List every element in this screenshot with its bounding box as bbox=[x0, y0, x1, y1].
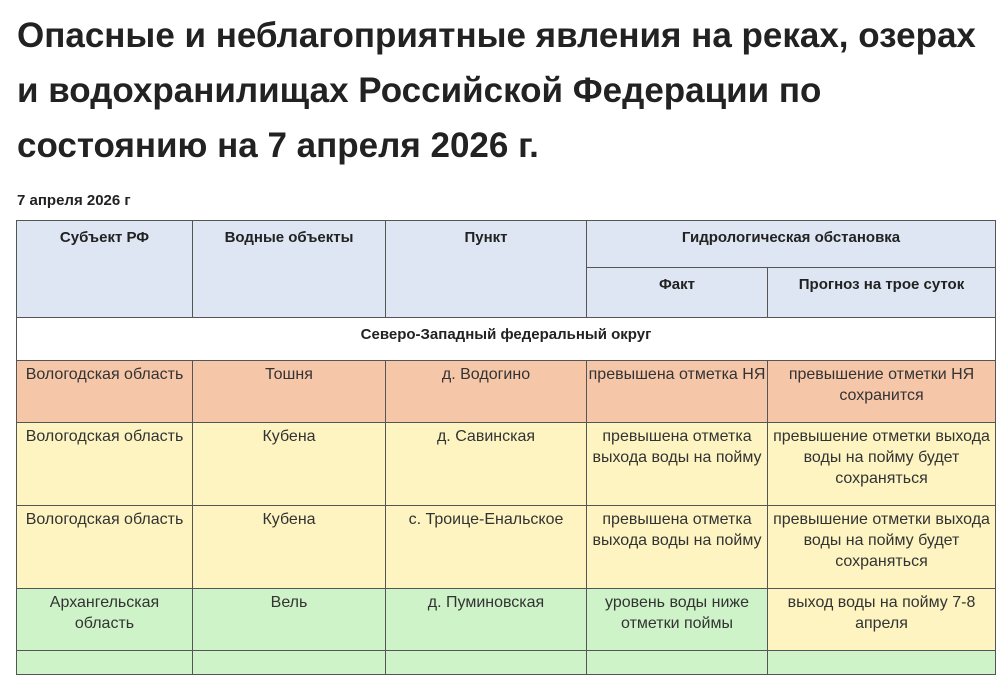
cell-point: с. Троице-Енальское bbox=[386, 506, 587, 589]
cell-forecast: превышение отметки НЯ сохранится bbox=[768, 361, 996, 423]
cell-subject: Вологодская область bbox=[17, 423, 193, 506]
district-row bbox=[17, 318, 996, 361]
table-row bbox=[17, 589, 996, 651]
cell-fact: превышена отметка НЯ bbox=[587, 361, 768, 423]
table-row bbox=[17, 506, 996, 589]
header-forecast: Прогноз на трое суток bbox=[768, 268, 996, 318]
header-fact: Факт bbox=[587, 268, 768, 318]
date-caption: 7 апреля 2026 г bbox=[17, 192, 131, 209]
table-header-row bbox=[17, 221, 996, 268]
header-hydro-situation: Гидрологическая обстановка bbox=[587, 221, 996, 268]
header-water-objects: Водные объекты bbox=[193, 221, 386, 318]
header-subject: Субъект РФ bbox=[17, 221, 193, 318]
cell-fact: превышена отметка выхода воды на пойму bbox=[587, 423, 768, 506]
cell-point: д. Пуминовская bbox=[386, 589, 587, 651]
cell-water-object: Вель bbox=[193, 589, 386, 651]
cell-forecast: превышение отметки выхода воды на пойму будет сохраняться bbox=[768, 506, 996, 589]
cell-water-object: Тошня bbox=[193, 361, 386, 423]
cell-water-object-partial bbox=[193, 651, 386, 675]
cell-fact: превышена отметка выхода воды на пойму bbox=[587, 506, 768, 589]
cell-water-object: Кубена bbox=[193, 423, 386, 506]
cell-subject-partial bbox=[17, 651, 193, 675]
hydrology-table bbox=[16, 220, 996, 675]
cell-subject: Архангельская область bbox=[17, 589, 193, 651]
cell-fact-partial bbox=[587, 651, 768, 675]
cell-forecast-partial bbox=[768, 651, 996, 675]
table-row bbox=[17, 423, 996, 506]
cell-point-partial bbox=[386, 651, 587, 675]
cell-point: д. Водогино bbox=[386, 361, 587, 423]
cell-water-object: Кубена bbox=[193, 506, 386, 589]
header-point: Пункт bbox=[386, 221, 587, 318]
cell-subject: Вологодская область bbox=[17, 506, 193, 589]
table-row-partial bbox=[17, 651, 996, 675]
table-row bbox=[17, 361, 996, 423]
cell-point: д. Савинская bbox=[386, 423, 587, 506]
cell-forecast: превышение отметки выхода воды на пойму будет сохраняться bbox=[768, 423, 996, 506]
cell-fact: уровень воды ниже отметки поймы bbox=[587, 589, 768, 651]
district-name: Северо-Западный федеральный округ bbox=[17, 318, 996, 361]
cell-forecast: выход воды на пойму 7-8 апреля bbox=[768, 589, 996, 651]
page-title: Опасные и неблагоприятные явления на реках, озерах и водохранилищах Российской Федерации по состоянию на 7 апреля 2026 г. bbox=[17, 16, 976, 165]
cell-subject: Вологодская область bbox=[17, 361, 193, 423]
